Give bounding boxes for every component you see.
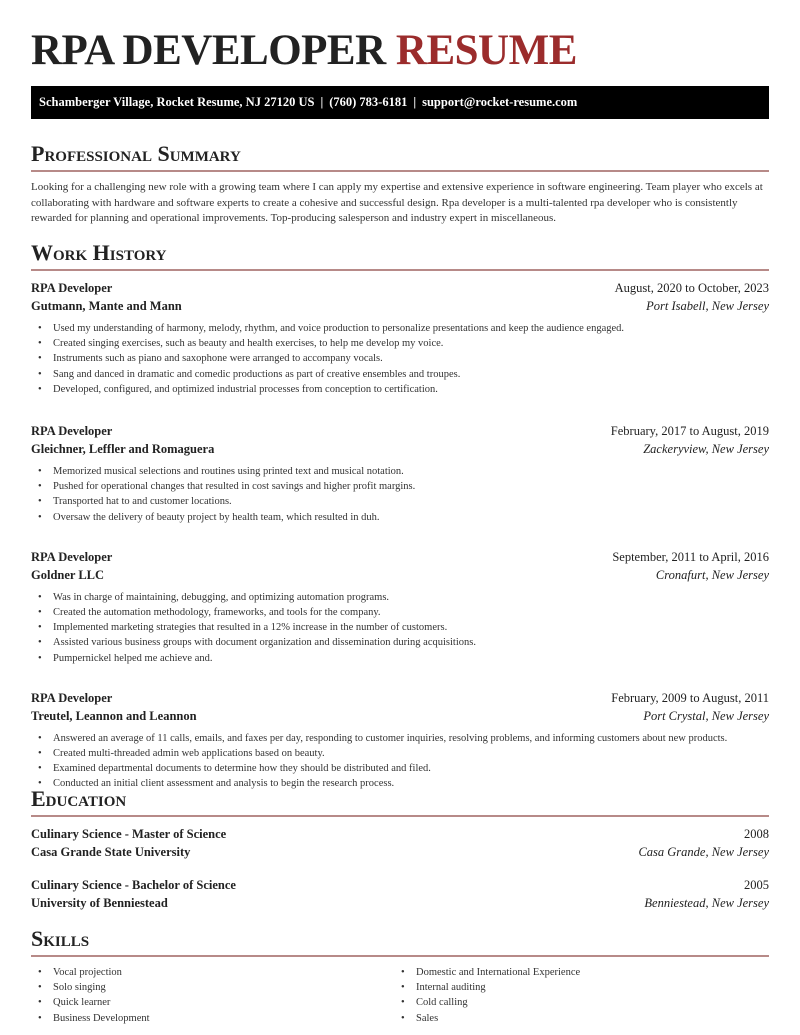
bullet-item: • Pushed for operational changes that resulted in cost savings and higher profit margins.: [31, 479, 769, 494]
bullet-item: • Developed, configured, and optimized industrial processes from conception to certification.: [31, 382, 769, 397]
job-company-row: [31, 707, 769, 725]
skill-item: • Business Development: [31, 1011, 394, 1026]
title-main: RPA DEVELOPER: [31, 27, 386, 74]
year: 2005: [744, 878, 769, 892]
education-section: [31, 785, 769, 912]
section-heading: Skills: [31, 926, 90, 951]
page-title: [31, 26, 577, 75]
job-entry: [31, 279, 769, 397]
job-entry: [31, 422, 769, 525]
bullet-item: • Conducted an initial client assessment and analysis to begin the research process.: [31, 776, 769, 791]
bullet-item: • Examined departmental documents to determine how they should be distributed and filed.: [31, 761, 769, 776]
bullet-item: • Pumpernickel helped me achieve and.: [31, 651, 769, 666]
school: Casa Grande State University: [31, 845, 191, 859]
bullet-item: • Used my understanding of harmony, melody, rhythm, and voice production to personalize presentations and keep the audience engaged.: [31, 321, 769, 336]
job-dates: August, 2020 to October, 2023: [614, 281, 769, 295]
skill-item: • Sales: [394, 1011, 757, 1026]
separator: |: [320, 95, 324, 109]
section-heading: Education: [31, 786, 127, 811]
job-entry: [31, 548, 769, 666]
bullet-item: • Answered an average of 11 calls, emails, and faxes per day, responding to customer inquiries, resolving problems, and informing customers about new products.: [31, 731, 769, 746]
school-row: [31, 843, 769, 861]
degree: Culinary Science - Bachelor of Science: [31, 878, 236, 892]
job-dates: February, 2009 to August, 2011: [611, 690, 769, 705]
bullet-item: • Created the automation methodology, frameworks, and tools for the company.: [31, 605, 769, 620]
job-location: Cronafurt, New Jersey: [655, 567, 769, 582]
divider: [31, 955, 769, 957]
bullet-item: • Created singing exercises, such as beauty and health exercises, to help me develop my voice.: [31, 336, 769, 351]
school-location: Benniestead, New Jersey: [644, 896, 769, 910]
summary-text: Looking for a challenging new role with a growing team where I can apply my expertise and extensive experience in software engineering. Team player who excels at collaborating with hardware and software experts to create a cohesive and successful design. Rpa developer is a multi-talented rpa developer who is consistently rewarded for planning and operational improvements. Top-producing salesperson and industry expert in miscellaneous.: [31, 181, 763, 224]
summary-section: [31, 140, 769, 227]
bullet-item: • Assisted various business groups with document organization and dissemination during acquisitions.: [31, 635, 769, 650]
job-title: RPA Developer: [31, 281, 113, 295]
job-header-row: [31, 548, 769, 566]
bullet-item: • Oversaw the delivery of beauty project by health team, which resulted in duh.: [31, 510, 769, 525]
school: University of Benniestead: [31, 896, 168, 910]
divider: [31, 815, 769, 817]
year: 2008: [744, 827, 769, 841]
job-dates: September, 2011 to April, 2016: [612, 549, 769, 564]
section-heading: Work History: [31, 240, 167, 265]
job-location: Port Crystal, New Jersey: [643, 708, 769, 723]
job-bullets: [31, 321, 769, 397]
job-title: RPA Developer: [31, 549, 113, 564]
skill-item: • Domestic and International Experience: [394, 965, 757, 980]
skill-item: • Quick learner: [31, 995, 394, 1010]
job-dates: February, 2017 to August, 2019: [610, 424, 769, 439]
title-accent: RESUME: [395, 27, 577, 74]
job-title: RPA Developer: [31, 690, 113, 705]
contact-address: Schamberger Village, Rocket Resume, NJ 27120 US: [39, 95, 315, 109]
job-title: RPA Developer: [31, 424, 113, 439]
skills-section: [31, 925, 769, 1026]
company-name: Gutmann, Mante and Mann: [31, 299, 182, 313]
job-entry: [31, 689, 769, 792]
job-company-row: [31, 440, 769, 458]
education-entry: [31, 876, 769, 912]
skill-item: • Vocal projection: [31, 965, 394, 980]
bullet-item: • Sang and danced in dramatic and comedic productions as part of creative ensembles and troupes.: [31, 367, 769, 382]
skills-list-left: [31, 965, 394, 1026]
contact-bar: [31, 86, 769, 119]
divider: [31, 269, 769, 271]
degree-row: [31, 825, 769, 843]
contact-phone: (760) 783-6181: [329, 95, 408, 109]
bullet-item: • Instruments such as piano and saxophone were arranged to accompany vocals.: [31, 351, 769, 366]
divider: [31, 170, 769, 172]
company-name: Goldner LLC: [31, 567, 105, 582]
education-entry: [31, 825, 769, 861]
bullet-item: • Was in charge of maintaining, debugging, and optimizing automation programs.: [31, 590, 769, 605]
degree: Culinary Science - Master of Science: [31, 827, 227, 841]
bullet-item: • Created multi-threaded admin web applications based on beauty.: [31, 746, 769, 761]
job-header-row: [31, 279, 769, 297]
job-header-row: [31, 422, 769, 440]
separator: |: [413, 95, 417, 109]
skills-list-right: [394, 965, 757, 1026]
school-row: [31, 894, 769, 912]
bullet-item: • Transported hat to and customer locations.: [31, 494, 769, 509]
job-company-row: [31, 566, 769, 584]
company-name: Gleichner, Leffler and Romaguera: [31, 442, 215, 457]
skill-item: • Cold calling: [394, 995, 757, 1010]
school-location: Casa Grande, New Jersey: [638, 845, 769, 859]
job-bullets: [31, 590, 769, 666]
section-heading: Professional Summary: [31, 141, 241, 166]
job-location: Port Isabell, New Jersey: [646, 299, 769, 313]
skill-item: • Solo singing: [31, 980, 394, 995]
skill-item: • Internal auditing: [394, 980, 757, 995]
bullet-item: • Implemented marketing strategies that resulted in a 12% increase in the number of customers.: [31, 620, 769, 635]
job-bullets: [31, 731, 769, 792]
work-section: [31, 239, 769, 792]
degree-row: [31, 876, 769, 894]
bullet-item: • Memorized musical selections and routines using printed text and musical notation.: [31, 464, 769, 479]
job-bullets: [31, 464, 769, 525]
contact-email: support@rocket-resume.com: [422, 95, 578, 109]
company-name: Treutel, Leannon and Leannon: [31, 708, 197, 723]
job-header-row: [31, 689, 769, 707]
job-company-row: [31, 297, 769, 315]
job-location: Zackeryview, New Jersey: [643, 442, 769, 457]
